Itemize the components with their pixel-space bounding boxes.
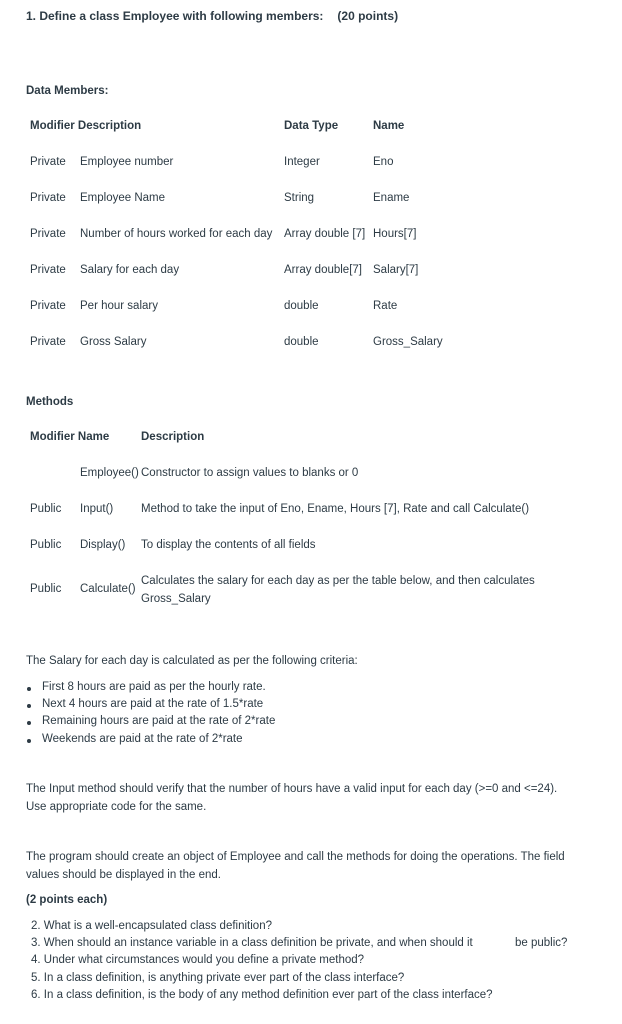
dm-row-name: Rate bbox=[373, 300, 398, 312]
question-item: 4. Under what circumstances would you define a private method? bbox=[31, 954, 365, 966]
dm-header-data-type: Data Type bbox=[284, 120, 339, 132]
dm-row-modifier: Private bbox=[30, 336, 66, 348]
question-title-text: 1. Define a class Employee with following members: bbox=[26, 9, 324, 23]
method-description-line1: Calculates the salary for each day as per the table below, and then calculates bbox=[141, 575, 535, 587]
methods-header-modifier-name: Modifier Name bbox=[30, 431, 110, 443]
method-name: Calculate() bbox=[80, 583, 136, 595]
criteria-bullet: Weekends are paid at the rate of 2*rate bbox=[42, 733, 243, 745]
question-item: 3. When should an instance variable in a class definition be private, and when should it bbox=[31, 937, 473, 949]
dm-row-data-type: Integer bbox=[284, 156, 320, 168]
dm-row-data-type: double bbox=[284, 336, 319, 348]
dm-header-name: Name bbox=[373, 120, 405, 132]
input-note-line1: The Input method should verify that the number of hours have a valid input for each day (>=0 and <=24). bbox=[26, 783, 558, 795]
dm-row-description: Number of hours worked for each day bbox=[80, 228, 273, 240]
dm-row-description: Per hour salary bbox=[80, 300, 158, 312]
dm-row-data-type: String bbox=[284, 192, 315, 204]
input-note-line2: Use appropriate code for the same. bbox=[26, 801, 207, 813]
questions-points-label: (2 points each) bbox=[26, 894, 108, 906]
question-points: (20 points) bbox=[337, 9, 399, 23]
method-modifier: Public bbox=[30, 583, 62, 595]
dm-row-description: Salary for each day bbox=[80, 264, 180, 276]
dm-row-name: Hours[7] bbox=[373, 228, 417, 240]
dm-row-data-type: double bbox=[284, 300, 319, 312]
dm-row-name: Ename bbox=[373, 192, 410, 204]
dm-row-description: Employee Name bbox=[80, 192, 166, 204]
question-item-tail: be public? bbox=[515, 937, 568, 949]
program-note-line1: The program should create an object of Employee and call the methods for doing the operations. The field bbox=[26, 851, 565, 863]
method-name: Display() bbox=[80, 539, 126, 551]
question-item: 2. What is a well-encapsulated class definition? bbox=[31, 920, 272, 932]
dm-row-modifier: Private bbox=[30, 156, 66, 168]
dm-row-data-type: Array double[7] bbox=[284, 264, 362, 276]
dm-row-modifier: Private bbox=[30, 192, 66, 204]
dm-header-modifier-description: Modifier Description bbox=[30, 120, 142, 132]
method-description-line2: Gross_Salary bbox=[141, 593, 211, 605]
methods-heading: Methods bbox=[26, 396, 74, 408]
criteria-intro: The Salary for each day is calculated as per the following criteria: bbox=[26, 655, 358, 667]
method-name: Input() bbox=[80, 503, 114, 515]
data-members-heading: Data Members: bbox=[26, 85, 109, 97]
question-item: 6. In a class definition, is the body of any method definition ever part of the class interface? bbox=[31, 989, 493, 1001]
question-item: 5. In a class definition, is anything private ever part of the class interface? bbox=[31, 972, 405, 984]
method-modifier: Public bbox=[30, 539, 62, 551]
dm-row-modifier: Private bbox=[30, 300, 66, 312]
method-description: Method to take the input of Eno, Ename, Hours [7], Rate and call Calculate() bbox=[141, 503, 530, 515]
dm-row-modifier: Private bbox=[30, 264, 66, 276]
criteria-bullet: Remaining hours are paid at the rate of 2*rate bbox=[42, 715, 276, 727]
criteria-bullet: First 8 hours are paid as per the hourly rate. bbox=[42, 681, 266, 693]
question-title bbox=[26, 9, 398, 23]
dm-row-description: Gross Salary bbox=[80, 336, 147, 348]
method-modifier: Public bbox=[30, 503, 62, 515]
dm-row-description: Employee number bbox=[80, 156, 174, 168]
criteria-bullet: Next 4 hours are paid at the rate of 1.5*rate bbox=[42, 698, 264, 710]
method-description: Constructor to assign values to blanks or 0 bbox=[141, 467, 359, 479]
program-note-line2: values should be displayed in the end. bbox=[26, 869, 222, 881]
dm-row-name: Gross_Salary bbox=[373, 336, 443, 348]
method-description: To display the contents of all fields bbox=[141, 539, 316, 551]
dm-row-modifier: Private bbox=[30, 228, 66, 240]
methods-header-description: Description bbox=[141, 431, 205, 443]
dm-row-data-type: Array double [7] bbox=[284, 228, 366, 240]
dm-row-name: Salary[7] bbox=[373, 264, 419, 276]
dm-row-name: Eno bbox=[373, 156, 394, 168]
method-name: Employee() bbox=[80, 467, 139, 479]
